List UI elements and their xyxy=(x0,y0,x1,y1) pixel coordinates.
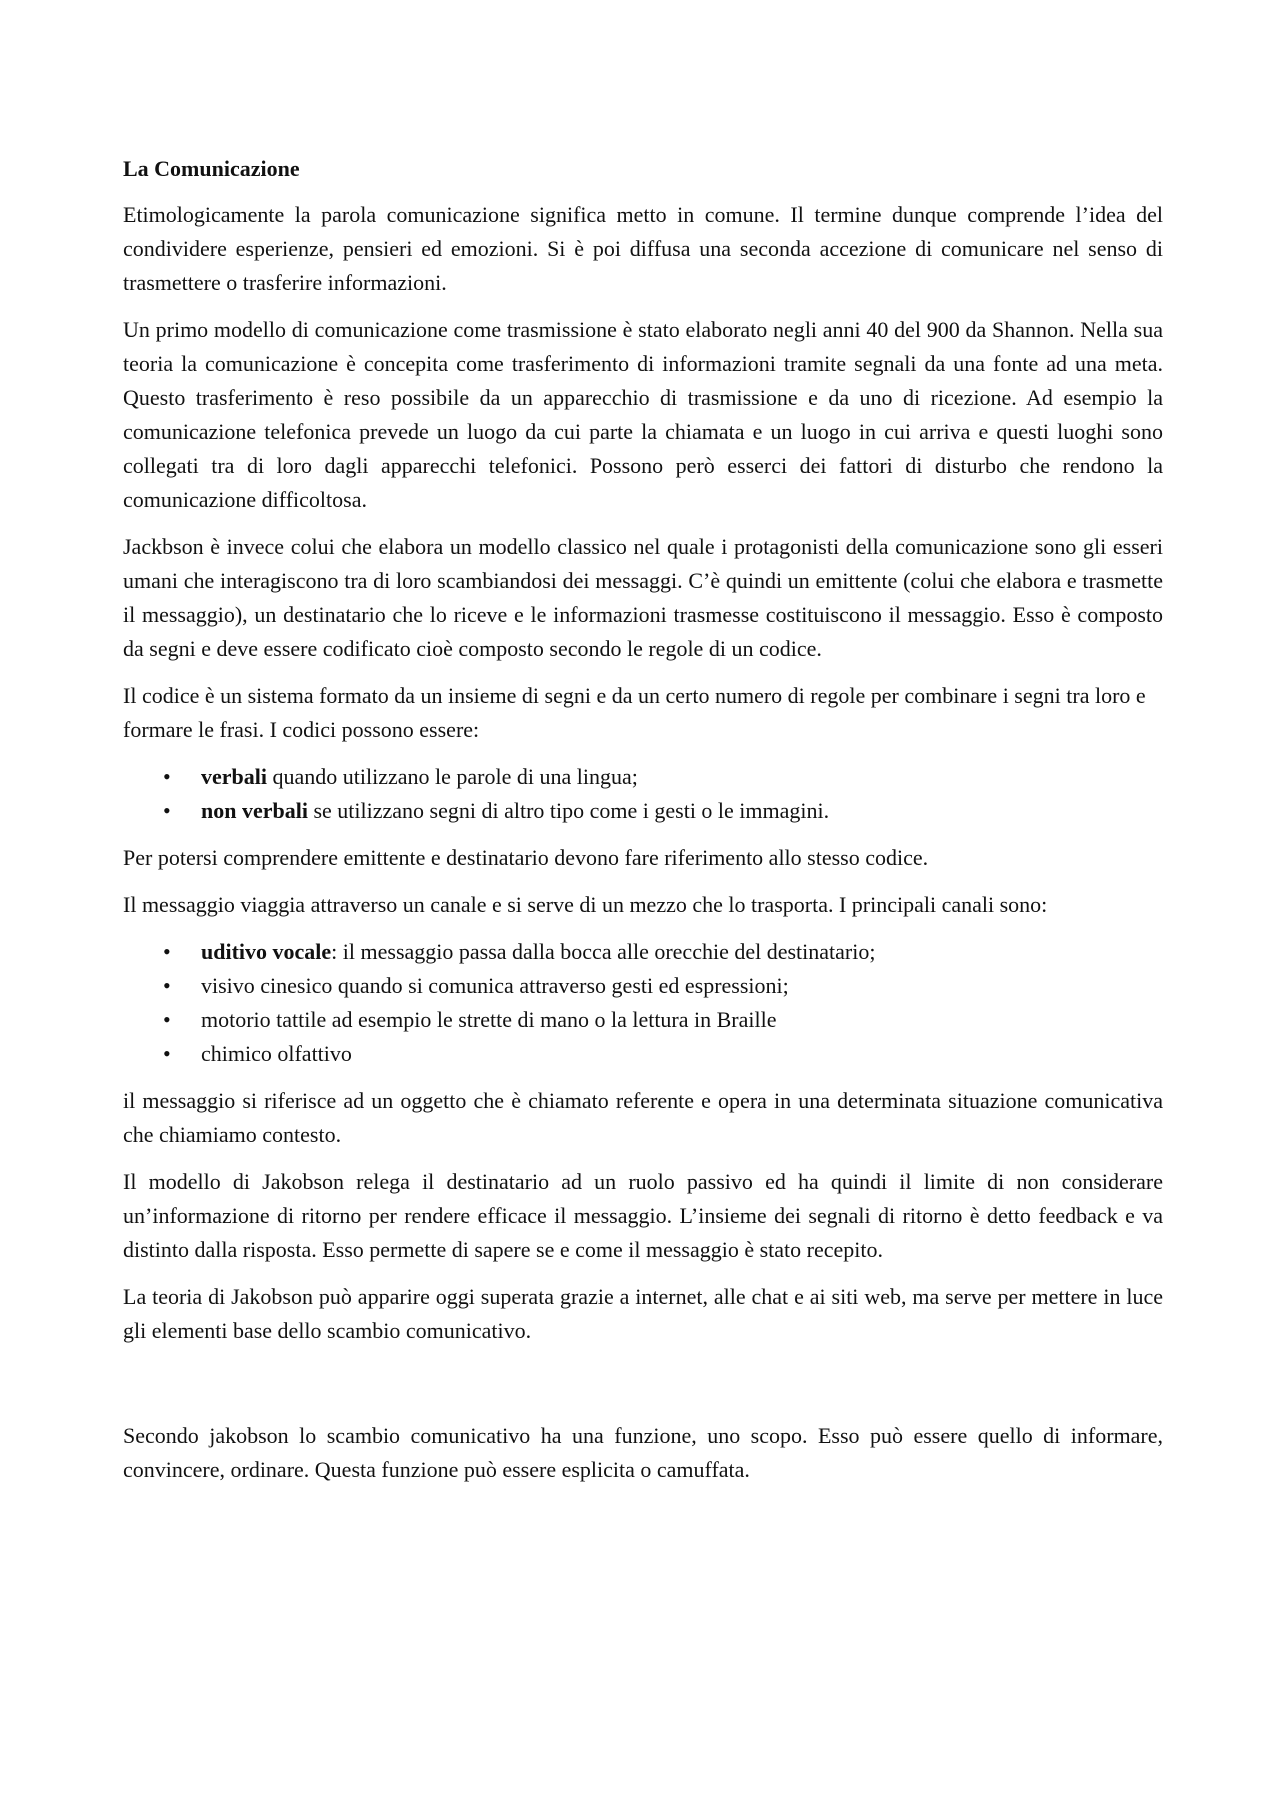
list-item xyxy=(123,760,1163,794)
section-spacer xyxy=(123,1361,1163,1419)
list-item xyxy=(123,969,1163,1003)
list-item-text: se utilizzano segni di altro tipo come i gesti o le immagini. xyxy=(307,798,830,823)
list-item-text: motorio tattile ad esempio le strette di mano o la lettura in Braille xyxy=(201,1007,777,1032)
list-item xyxy=(123,1003,1163,1037)
bullet-icon: • xyxy=(163,973,171,998)
paragraph-feedback: Il modello di Jakobson relega il destinatario ad un ruolo passivo ed ha quindi il limite di non considerare un’informazione di ritorno per rendere efficace il messaggio. L’insieme dei segnali di ritorno è detto feedback e va distinto dalla risposta. Esso permette di sapere se e come il messaggio è stato recepito. xyxy=(123,1169,1163,1262)
paragraph-internet: La teoria di Jakobson può apparire oggi superata grazie a internet, alle chat e ai siti web, ma serve per mettere in luce gli elementi base dello scambio comunicativo. xyxy=(123,1284,1163,1343)
list-item-text: visivo cinesico quando si comunica attraverso gesti ed espressioni; xyxy=(201,973,789,998)
list-item-text: quando utilizzano le parole di una lingua; xyxy=(267,764,638,789)
bullet-icon: • xyxy=(163,764,171,789)
bullet-icon: • xyxy=(163,939,171,964)
list-item xyxy=(123,1037,1163,1071)
paragraph-referent: il messaggio si riferisce ad un oggetto che è chiamato referente e opera in una determinata situazione comunicativa che chiamiamo contesto. xyxy=(123,1088,1163,1147)
paragraph-channel: Il messaggio viaggia attraverso un canale e si serve di un mezzo che lo trasporta. I principali canali sono: xyxy=(123,892,1048,917)
bullet-icon: • xyxy=(163,1007,171,1032)
paragraph-shannon: Un primo modello di comunicazione come trasmissione è stato elaborato negli anni 40 del 900 da Shannon. Nella sua teoria la comunicazione è concepita come trasferimento di informazioni tramite segnali da una fonte ad una meta. Questo trasferimento è reso possibile da un apparecchio di trasmissione e da uno di ricezione. Ad esempio la comunicazione telefonica prevede un luogo da cui parte la chiamata e un luogo in cui arriva e questi luoghi sono collegati tra di loro dagli apparecchi telefonici. Possono però esserci dei fattori di disturbo che rendono la comunicazione difficoltosa. xyxy=(123,317,1163,512)
paragraph-shared-code: Per potersi comprendere emittente e destinatario devono fare riferimento allo stesso codice. xyxy=(123,845,929,870)
paragraph-function: Secondo jakobson lo scambio comunicativo ha una funzione, uno scopo. Esso può essere quello di informare, convincere, ordinare. Questa funzione può essere esplicita o camuffata. xyxy=(123,1423,1163,1482)
list-item-term: verbali xyxy=(201,764,267,789)
document-title: La Comunicazione xyxy=(123,156,300,181)
codes-list xyxy=(123,760,1163,828)
list-item-term: uditivo vocale xyxy=(201,939,332,964)
paragraph-code: Il codice è un sistema formato da un insieme di segni e da un certo numero di regole per combinare i segni tra loro e formare le frasi. I codici possono essere: xyxy=(123,683,1146,742)
list-item-text: : il messaggio passa dalla bocca alle orecchie del destinatario; xyxy=(331,939,876,964)
bullet-icon: • xyxy=(163,1041,171,1066)
channels-list xyxy=(123,935,1163,1071)
list-item-text: chimico olfattivo xyxy=(201,1041,352,1066)
bullet-icon: • xyxy=(163,798,171,823)
list-item-term: non verbali xyxy=(201,798,308,823)
document-page xyxy=(123,152,1163,1500)
list-item xyxy=(123,935,1163,969)
paragraph-jakobson-model: Jackbson è invece colui che elabora un modello classico nel quale i protagonisti della comunicazione sono gli esseri umani che interagiscono tra di loro scambiandosi dei messaggi. C’è quindi un emittente (colui che elabora e trasmette il messaggio), un destinatario che lo riceve e le informazioni trasmesse costituiscono il messaggio. Esso è composto da segni e deve essere codificato cioè composto secondo le regole di un codice. xyxy=(123,534,1163,661)
paragraph-etymology: Etimologicamente la parola comunicazione significa metto in comune. Il termine dunque comprende l’idea del condividere esperienze, pensieri ed emozioni. Si è poi diffusa una seconda accezione di comunicare nel senso di trasmettere o trasferire informazioni. xyxy=(123,202,1163,295)
list-item xyxy=(123,794,1163,828)
